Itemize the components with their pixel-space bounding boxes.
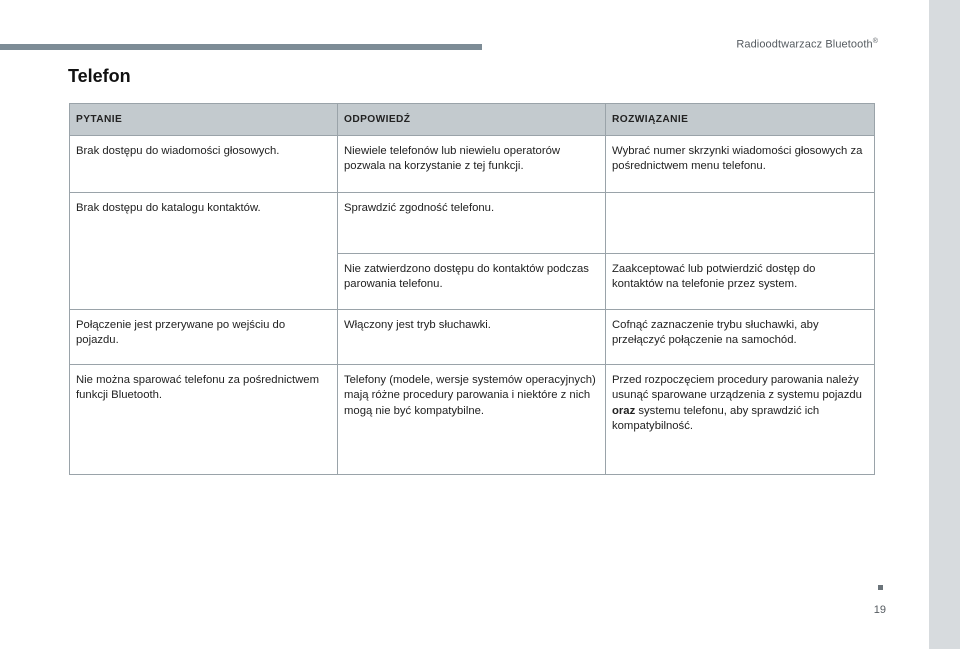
- chapter-title-text: Radioodtwarzacz Bluetooth: [736, 38, 873, 51]
- question-cell: Brak dostępu do wiadomości głosowych.: [70, 135, 338, 192]
- table-row: [70, 364, 875, 474]
- solution-cell: Cofnąć zaznaczenie trybu słuchawki, aby przełączyć połączenie na samochód.: [606, 309, 875, 364]
- solution-text-emphasis: oraz: [612, 404, 636, 417]
- table-row: [70, 135, 875, 192]
- answer-cell: Niewiele telefonów lub niewielu operatorów pozwala na korzystanie z tej funkcji.: [338, 135, 606, 192]
- trademark-symbol: ®: [872, 38, 878, 45]
- solution-text-end: systemu telefonu, aby sprawdzić ich kompatybilność.: [612, 404, 820, 432]
- solution-text-start: Przed rozpoczęciem procedury parowania należy usunąć sparowane urządzenia z systemu pojazdu: [612, 373, 862, 401]
- question-cell: Połączenie jest przerywane po wejściu do pojazdu.: [70, 309, 338, 364]
- solution-cell: [606, 192, 875, 253]
- solution-cell: Wybrać numer skrzynki wiadomości głosowych za pośrednictwem menu telefonu.: [606, 135, 875, 192]
- column-header-answer: ODPOWIEDŹ: [338, 104, 606, 136]
- troubleshooting-table: [69, 103, 875, 475]
- question-cell: Brak dostępu do katalogu kontaktów.: [70, 192, 338, 309]
- answer-cell: Sprawdzić zgodność telefonu.: [338, 192, 606, 253]
- answer-cell: Włączony jest tryb słuchawki.: [338, 309, 606, 364]
- solution-cell: [606, 364, 875, 474]
- chapter-title: [736, 38, 878, 51]
- page-marker: [878, 585, 883, 590]
- side-strip: [929, 0, 960, 649]
- answer-cell: Nie zatwierdzono dostępu do kontaktów podczas parowania telefonu.: [338, 253, 606, 309]
- table-row: [70, 192, 875, 253]
- solution-cell: Zaakceptować lub potwierdzić dostęp do kontaktów na telefonie przez system.: [606, 253, 875, 309]
- section-title: Telefon: [68, 66, 131, 86]
- column-header-question: PYTANIE: [70, 104, 338, 136]
- answer-cell: Telefony (modele, wersje systemów operacyjnych) mają różne procedury parowania i niektóre z nich mogą nie być kompatybilne.: [338, 364, 606, 474]
- header-rule: [0, 44, 482, 50]
- column-header-solution: ROZWIĄZANIE: [606, 104, 875, 136]
- table-row: [70, 309, 875, 364]
- question-cell: Nie można sparować telefonu za pośrednictwem funkcji Bluetooth.: [70, 364, 338, 474]
- page-number: 19: [873, 604, 886, 616]
- table-header-row: [70, 104, 875, 136]
